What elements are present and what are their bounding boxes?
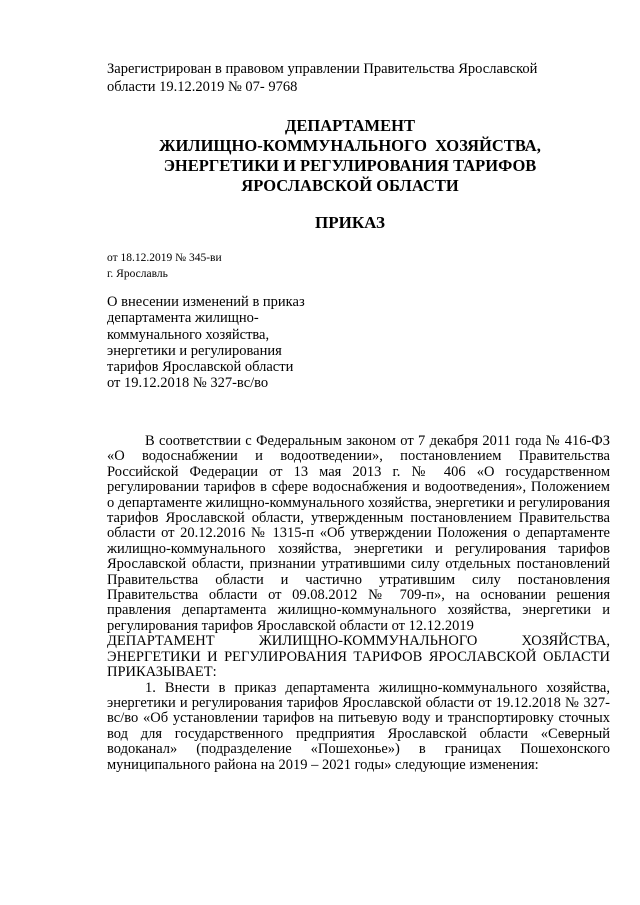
registration-line-2: области 19.12.2019 № 07- 9768 [107, 79, 298, 95]
registration-note [107, 60, 577, 96]
subject-line-3: коммунального хозяйства, [107, 326, 270, 343]
registration-line-1: Зарегистрирован в правовом управлении Правительства Ярославской [107, 61, 538, 77]
department-line-4: ЯРОСЛАВСКОЙ ОБЛАСТИ [241, 176, 459, 195]
department-line-3: ЭНЕРГЕТИКИ И РЕГУЛИРОВАНИЯ ТАРИФОВ [163, 156, 537, 175]
order-date-number: от 18.12.2019 № 345-ви [107, 252, 222, 264]
subject-line-6: от 19.12.2018 № 327-вс/во [107, 375, 269, 392]
order-clause-paragraph: ДЕПАРТАМЕНТ ЖИЛИЩНО-КОММУНАЛЬНОГО ХОЗЯЙСТВА, ЭНЕРГЕТИКИ И РЕГУЛИРОВАНИЯ ТАРИФОВ ЯРОСЛАВСКОЙ ОБЛАСТИ ПРИКАЗЫВАЕТ: [107, 633, 610, 681]
subject-line-2: департамента жилищно- [107, 310, 259, 327]
item-1-paragraph: 1. Внести в приказ департамента жилищно-коммунального хозяйства, энергетики и регулирования тарифов Ярославской области от 19.12.2018 № 327-вс/во «Об установлении тарифов на питьевую воду и транспортировку сточных вод для государственного предприятия Ярославской области «Северный водоканал» (подразделение «Пошехонье») в границах Пошехонского муниципального района на 2019 – 2021 годы» следующие изменения: [107, 679, 610, 773]
document-type-title: ПРИКАЗ [315, 213, 385, 232]
department-line-1: ДЕПАРТАМЕНТ [285, 116, 415, 135]
order-subject [107, 294, 317, 392]
preamble-paragraph: В соответствии с Федеральным законом от 7 декабря 2011 года № 416-ФЗ «О водоснабжении и водоотведении», постановлением Правительства Российской Федерации от 13 мая 2013 г. № 406 «О государственном регулировании тарифов в сфере водоснабжения и водоотведения», Положением о департаменте жилищно-коммунального хозяйства, энергетики и регулирования тарифов Ярославской области, утвержденным постановлением Правительства области от 20.12.2016 № 1315-п «Об утверждении Положения о департаменте жилищно-коммунального хозяйства, энергетики и регулирования тарифов Ярославской области, признании утратившими силу отдельных постановлений Правительства области и частично утратившим силу постановления Правительства области от 09.08.2012 № 709-п», на основании решения правления департамента жилищно-коммунального хозяйства, энергетики и регулирования тарифов Ярославской области от 12.12.2019 [107, 433, 610, 634]
order-body [107, 434, 610, 773]
order-city: г. Ярославль [107, 268, 168, 280]
department-line-2: ЖИЛИЩНО-КОММУНАЛЬНОГО ХОЗЯЙСТВА, [159, 136, 541, 155]
subject-line-4: энергетики и регулирования [107, 342, 282, 359]
order-meta [107, 250, 222, 282]
department-header [100, 116, 600, 196]
subject-line-5: тарифов Ярославской области [107, 359, 294, 376]
subject-line-1: О внесении изменений в приказ [107, 294, 305, 310]
